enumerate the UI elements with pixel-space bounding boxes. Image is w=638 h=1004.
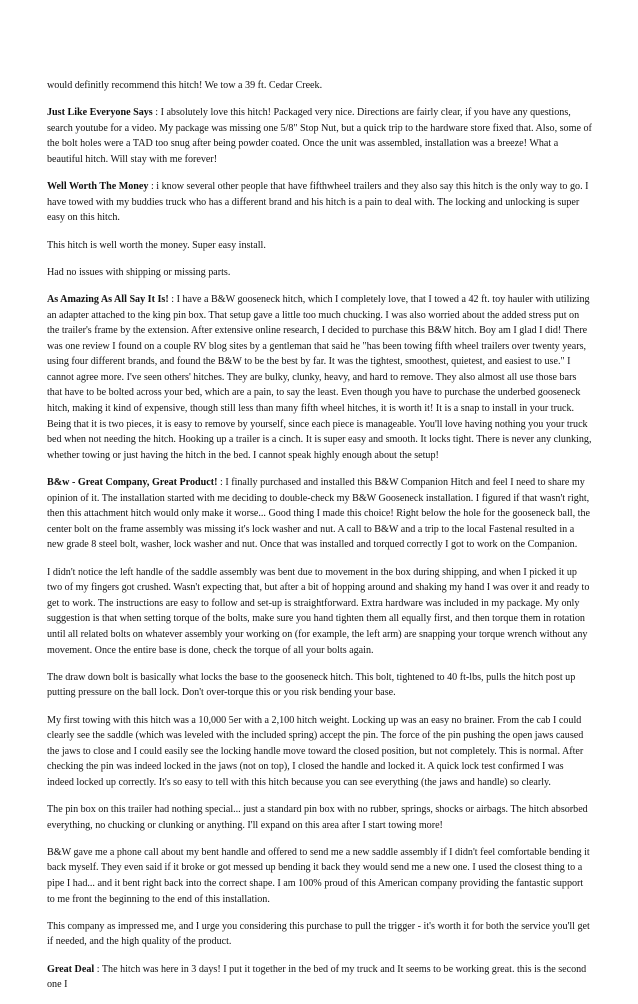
review-heading: B&w - Great Company, Great Product! bbox=[47, 477, 218, 489]
review-just-like-everyone-says bbox=[47, 105, 593, 167]
review-paragraph bbox=[47, 802, 593, 833]
paragraph-text: : The hitch was here in 3 days! I put it together in the bed of my truck and It seems to be working great. this is the second one I bbox=[47, 963, 587, 991]
review-heading: Great Deal bbox=[47, 963, 95, 975]
review-heading: Just Like Everyone Says bbox=[47, 107, 153, 119]
review-paragraph bbox=[47, 670, 593, 701]
review-paragraph bbox=[47, 713, 593, 791]
paragraph-text: : I absolutely love this hitch! Packaged very nice. Directions are fairly clear, if you have any questions, search youtube for a video. My package was missing one 5/8" Stop Nut, but a quick trip to the hardware store fixed that. Also, some of the bolt holes were a TAD too snug after being powder coated. Once the unit was assembled, installation was a breeze! What a beautiful hitch. Will stay with me forever! bbox=[47, 107, 592, 165]
review-paragraph bbox=[47, 265, 593, 281]
review-heading: Well Worth The Money bbox=[47, 181, 149, 193]
paragraph-text: Had no issues with shipping or missing parts. bbox=[47, 266, 231, 278]
review-paragraph bbox=[47, 238, 593, 254]
paragraph-text: This company as impressed me, and I urge you considering this purchase to pull the trigger - it's worth it for both the service you'll get if needed, and the high quality of the product. bbox=[47, 920, 590, 948]
paragraph-text: B&W gave me a phone call about my bent handle and offered to send me a new saddle assembly if I didn't feel comfortable bending it back myself. They even said if it broke or got messed up bending it back they would send me a new one. I used the closest thing to a pipe I had... and it bent right back into the correct shape. I am 100% proud of this American company providing the fantastic support to me front the beginning to the end of this installation. bbox=[47, 846, 590, 905]
review-paragraph bbox=[47, 565, 593, 659]
paragraph-text: My first towing with this hitch was a 10,000 5er with a 2,100 hitch weight. Locking up was an easy no brainer. From the cab I could clearly see the saddle (which was leveled with the included spring) accept the pin. The force of the pin pushing the open jaws caused the jaws to close and I could easily see the locking handle move toward the closed position, but not completely. This is normal. After checking the pin was indeed locked in the jaws (not on top), I closed the handle and locked it. A quick lock test confirmed I was indeed locked up correctly. It's so easy to tell with this hitch because you can see everything (the jaws and handle) so clearly. bbox=[47, 714, 584, 788]
paragraph-text: : I have a B&W gooseneck hitch, which I completely love, that I towed a 42 ft. toy hauler with utilizing an adapter attached to the king pin box. That setup gave a little too much chucking. I was also worried about the added stress put on the trailer's frame by the extension. After extensive online research, I decided to purchase this B&W hitch. Boy am I glad I did! There was one review I found on a couple RV blog sites by a gentleman that said he "has been towing fifth wheel trailers over twenty years, using four different brands, and found the B&W to be the best by far. It was the tightest, smoothest, quietest, and easiest to use." I cannot agree more. I've seen others' hitches. They are bulky, clunky, heavy, and hard to remove. They also almost all use those bars that have to be bolted across your bed, which are a pain, to say the least. Even though you have to purchase the underbed gooseneck hitch, making it kind of expensive, though still less than many fifth wheel hitches, it is worth it! It is a snap to install in your truck. Being that it is two pieces, it is easy to remove by yourself, since each piece is manageable. You'll love having nothing you your truck bed when not needing the hitch. Hooking up a trailer is a cinch. It is super easy and smooth. It locks tight. There is never any clunking, whether towing or just having the hitch in the bed. I cannot speak highly enough about the setup! bbox=[47, 293, 592, 461]
review-heading: As Amazing As All Say It Is! bbox=[47, 293, 169, 305]
review-continuation bbox=[47, 78, 593, 94]
review-well-worth-the-money bbox=[47, 179, 593, 226]
document-body bbox=[47, 78, 593, 1004]
paragraph-text: would definitly recommend this hitch! We tow a 39 ft. Cedar Creek. bbox=[47, 80, 323, 91]
review-great-deal bbox=[47, 962, 593, 993]
paragraph-text: : I finally purchased and installed this B&W Companion Hitch and feel I need to share my opinion of it. The installation started with me deciding to double-check my B&W Gooseneck installation. I figured if that wasn't right, then this attachment hitch would only make it worse... Good thing I made this choice! Right below the hole for the gooseneck ball, the center bolt on the frame assembly was missing it's lock washer and nut. A call to B&W and a trip to the local Fastenal resulted in a new grade 8 steel bolt, washer, lock washer and nut. Once that was installed and torqued correctly I got to work on the Companion. bbox=[47, 477, 590, 551]
paragraph-text: This hitch is well worth the money. Super easy install. bbox=[47, 239, 266, 251]
review-great-company bbox=[47, 475, 593, 553]
review-as-amazing-as-all-say bbox=[47, 292, 593, 464]
paragraph-text: The pin box on this trailer had nothing special... just a standard pin box with no rubber, springs, shocks or airbags. The hitch absorbed everything, no chucking or clunking or anything. I'll expand on this area after I start towing more! bbox=[47, 804, 588, 831]
paragraph-text: I didn't notice the left handle of the saddle assembly was bent due to movement in the box during shipping, and when I picked it up two of my fingers got crushed. Wasn't expecting that, but after a bit of hopping around and shaking my hand I was over it and ready to get to work. The instructions are easy to follow and set-up is straightforward. Extra hardware was included in my package. My only suggestion is that when setting torque of the bolts, make sure you hand tighten them all equally first, and then torque them in rotation until all related bolts on whatever assembly your working on (for example, the left arm) are snapping your torque wrench without any movement. Once the entire base is done, check the torque of all your bolts again. bbox=[47, 566, 590, 656]
review-paragraph bbox=[47, 919, 593, 950]
review-paragraph bbox=[47, 845, 593, 907]
paragraph-text: : i know several other people that have fifthwheel trailers and they also say this hitch is the only way to go. I have towed with my buddies truck who has a different brand and his hitch is a pain to deal with. The locking and unlocking is super easy on this hitch. bbox=[47, 181, 589, 224]
paragraph-text: The draw down bolt is basically what locks the base to the gooseneck hitch. This bolt, tightened to 40 ft-lbs, pulls the hitch post up putting pressure on the ball lock. Don't over-torque this or you risk bending your base. bbox=[47, 671, 576, 699]
